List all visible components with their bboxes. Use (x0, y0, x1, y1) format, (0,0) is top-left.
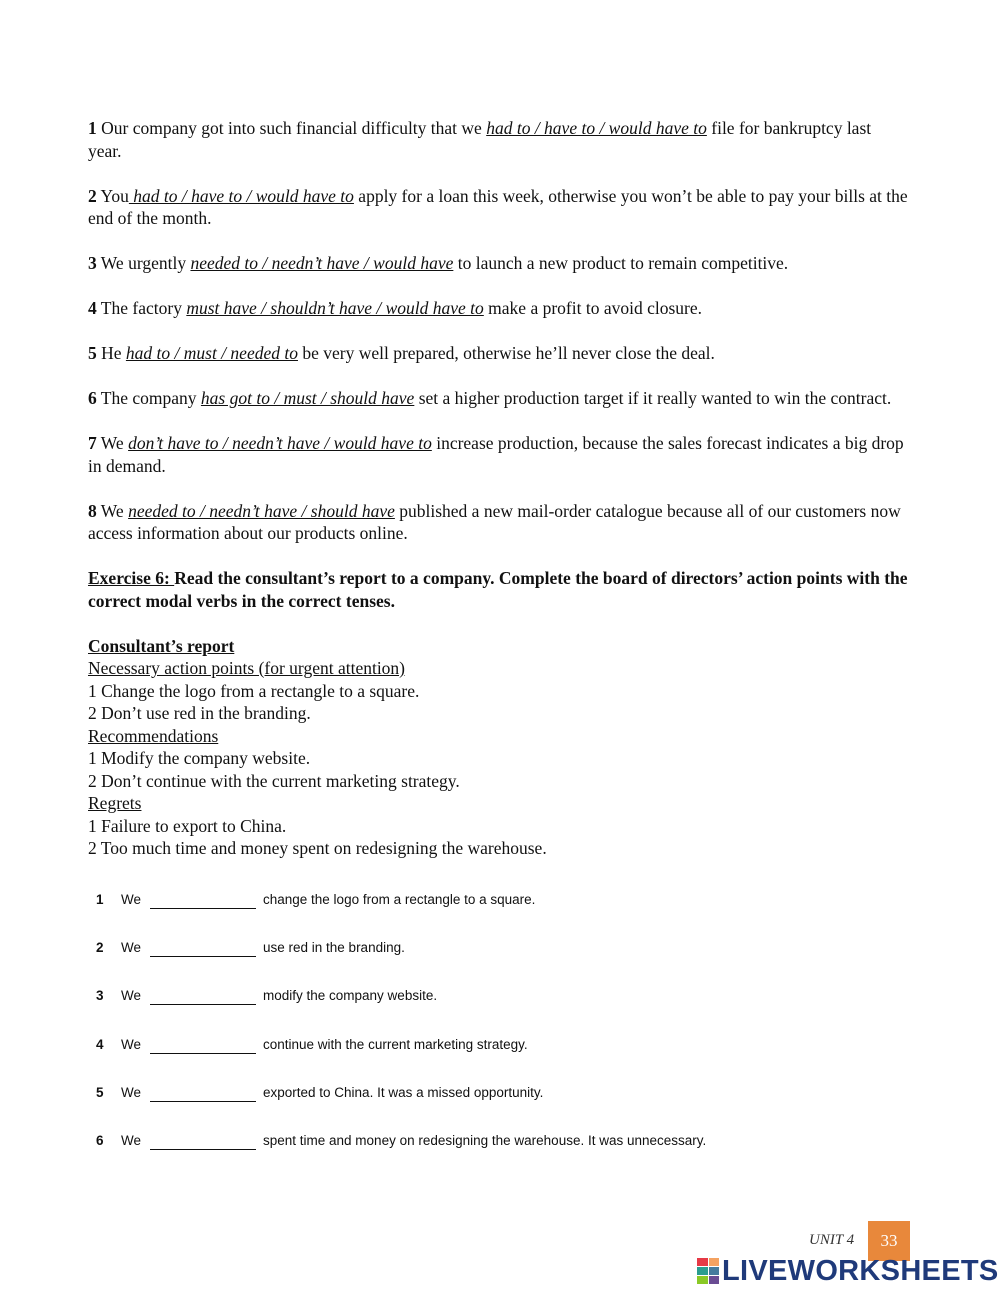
fill-in-subject: We (121, 988, 142, 1004)
fill-in-number: 6 (96, 1132, 104, 1148)
fill-in-text: continue with the current marketing strategy. (263, 1036, 528, 1052)
question-text-before: The factory (96, 298, 187, 318)
fill-in-row (96, 934, 796, 982)
report-title: Consultant’s report (88, 635, 235, 656)
liveworksheets-logo-icon (697, 1258, 719, 1284)
question-text-after: file for bankruptcy last year. (88, 118, 872, 161)
question-options[interactable]: don’t have to / needn’t have / would have to (128, 433, 432, 453)
question-item (88, 252, 908, 275)
fill-in-text: modify the company website. (263, 988, 438, 1004)
question-text-after: increase production, because the sales forecast indicates a big drop in demand. (88, 433, 904, 476)
fill-in-number: 5 (96, 1084, 104, 1100)
question-text-before: We (96, 433, 129, 453)
question-text-before: He (96, 343, 126, 363)
question-text-after: to launch a new product to remain competitive. (453, 253, 789, 273)
report-item: 1 Failure to export to China. (88, 815, 287, 836)
fill-in-subject: We (121, 892, 142, 907)
fill-in-text: exported to China. It was a missed opportunity. (263, 1084, 544, 1100)
question-number: 6 (88, 388, 97, 408)
question-item (88, 297, 908, 320)
answer-blank[interactable] (150, 1053, 256, 1054)
answer-blank[interactable] (150, 1004, 256, 1005)
report-sections (88, 657, 908, 860)
fill-in-row (96, 1031, 796, 1079)
fill-in-row (96, 1127, 796, 1175)
fill-in-subject: We (121, 1084, 142, 1100)
fill-in-row (96, 982, 796, 1030)
question-item (88, 342, 908, 365)
question-number: 4 (88, 298, 97, 318)
unit-label: UNIT 4 (809, 1232, 855, 1248)
question-item (88, 500, 908, 545)
logo-tile (709, 1267, 720, 1275)
report-section-heading: Regrets (88, 793, 142, 813)
fill-in-row (96, 1079, 796, 1127)
answer-blank[interactable] (150, 1101, 256, 1102)
question-options[interactable]: had to / must / needed to (125, 343, 298, 363)
report-section-heading: Recommendations (88, 725, 219, 746)
question-options[interactable]: must have / shouldn’t have / would have to (186, 298, 484, 318)
question-number: 8 (88, 500, 97, 521)
question-options[interactable]: needed to / needn’t have / would have (190, 253, 454, 273)
question-text-after: published a new mail-order catalogue because all of our customers now access information about our products online. (88, 500, 901, 543)
question-text-before: We (96, 500, 129, 521)
fill-in-subject: We (121, 1036, 142, 1052)
logo-tile (709, 1276, 720, 1284)
question-text-before: Our company got into such financial difficulty that we (96, 118, 487, 138)
question-number: 1 (88, 118, 97, 138)
report-section-heading: Necessary action points (for urgent attention) (88, 658, 406, 678)
report-item: 2 Too much time and money spent on redesigning the warehouse. (88, 838, 547, 858)
question-item (88, 387, 908, 410)
fill-in-exercise (96, 886, 796, 1175)
fill-in-subject: We (121, 940, 142, 956)
question-text-after: apply for a loan this week, otherwise you won’t be able to pay your bills at the end of the month. (88, 185, 908, 228)
logo-tile (697, 1276, 708, 1284)
fill-in-number: 1 (96, 892, 104, 907)
question-item (88, 185, 908, 230)
question-number: 7 (88, 433, 97, 453)
answer-blank[interactable] (150, 1149, 256, 1150)
report-item: 1 Change the logo from a rectangle to a square. (88, 680, 420, 701)
question-options[interactable]: needed to / needn’t have / should have (128, 500, 395, 521)
question-text-after: be very well prepared, otherwise he’ll never close the deal. (297, 343, 715, 363)
question-item (88, 117, 908, 162)
report-item: 1 Modify the company website. (88, 748, 311, 768)
liveworksheets-logo-text: LIVEWORKSHEETS (722, 1254, 999, 1287)
question-text-after: set a higher production target if it really wanted to win the contract. (414, 388, 892, 408)
answer-blank[interactable] (150, 956, 256, 957)
question-text-before: We urgently (96, 253, 191, 273)
fill-in-number: 2 (96, 940, 104, 956)
question-options[interactable]: had to / have to / would have to (128, 185, 354, 206)
report-item: 2 Don’t use red in the branding. (88, 703, 311, 723)
question-text-before: You (96, 185, 129, 206)
fill-in-text: change the logo from a rectangle to a square. (263, 892, 536, 907)
fill-in-number: 3 (96, 988, 104, 1004)
page-number: 33 (868, 1221, 910, 1261)
exercise-instruction: Read the consultant’s report to a company. Complete the board of directors’ action points with the correct modal verbs in the correct tenses. (88, 568, 908, 611)
answer-blank[interactable] (150, 908, 256, 909)
logo-tile (697, 1258, 708, 1266)
liveworksheets-logo (697, 1256, 999, 1286)
question-number: 3 (88, 253, 97, 273)
fill-in-subject: We (121, 1132, 142, 1148)
report-item: 2 Don’t continue with the current marketing strategy. (88, 770, 460, 791)
worksheet-page (88, 117, 908, 860)
fill-in-number: 4 (96, 1036, 104, 1052)
logo-tile (697, 1267, 708, 1275)
fill-in-text: use red in the branding. (263, 940, 405, 956)
fill-in-row (96, 886, 796, 934)
question-options[interactable]: has got to / must / should have (200, 388, 415, 408)
question-number: 5 (88, 343, 97, 363)
question-item (88, 432, 908, 477)
question-text-after: make a profit to avoid closure. (483, 298, 702, 318)
question-options[interactable]: had to / have to / would have to (486, 118, 707, 138)
exercise-label: Exercise 6: (88, 568, 175, 588)
logo-tile (709, 1258, 720, 1266)
question-number: 2 (88, 185, 97, 206)
consultant-report (88, 635, 908, 860)
exercise-heading (88, 567, 908, 612)
question-list (88, 117, 908, 545)
fill-in-text: spent time and money on redesigning the warehouse. It was unnecessary. (263, 1132, 707, 1148)
question-text-before: The company (96, 388, 201, 408)
